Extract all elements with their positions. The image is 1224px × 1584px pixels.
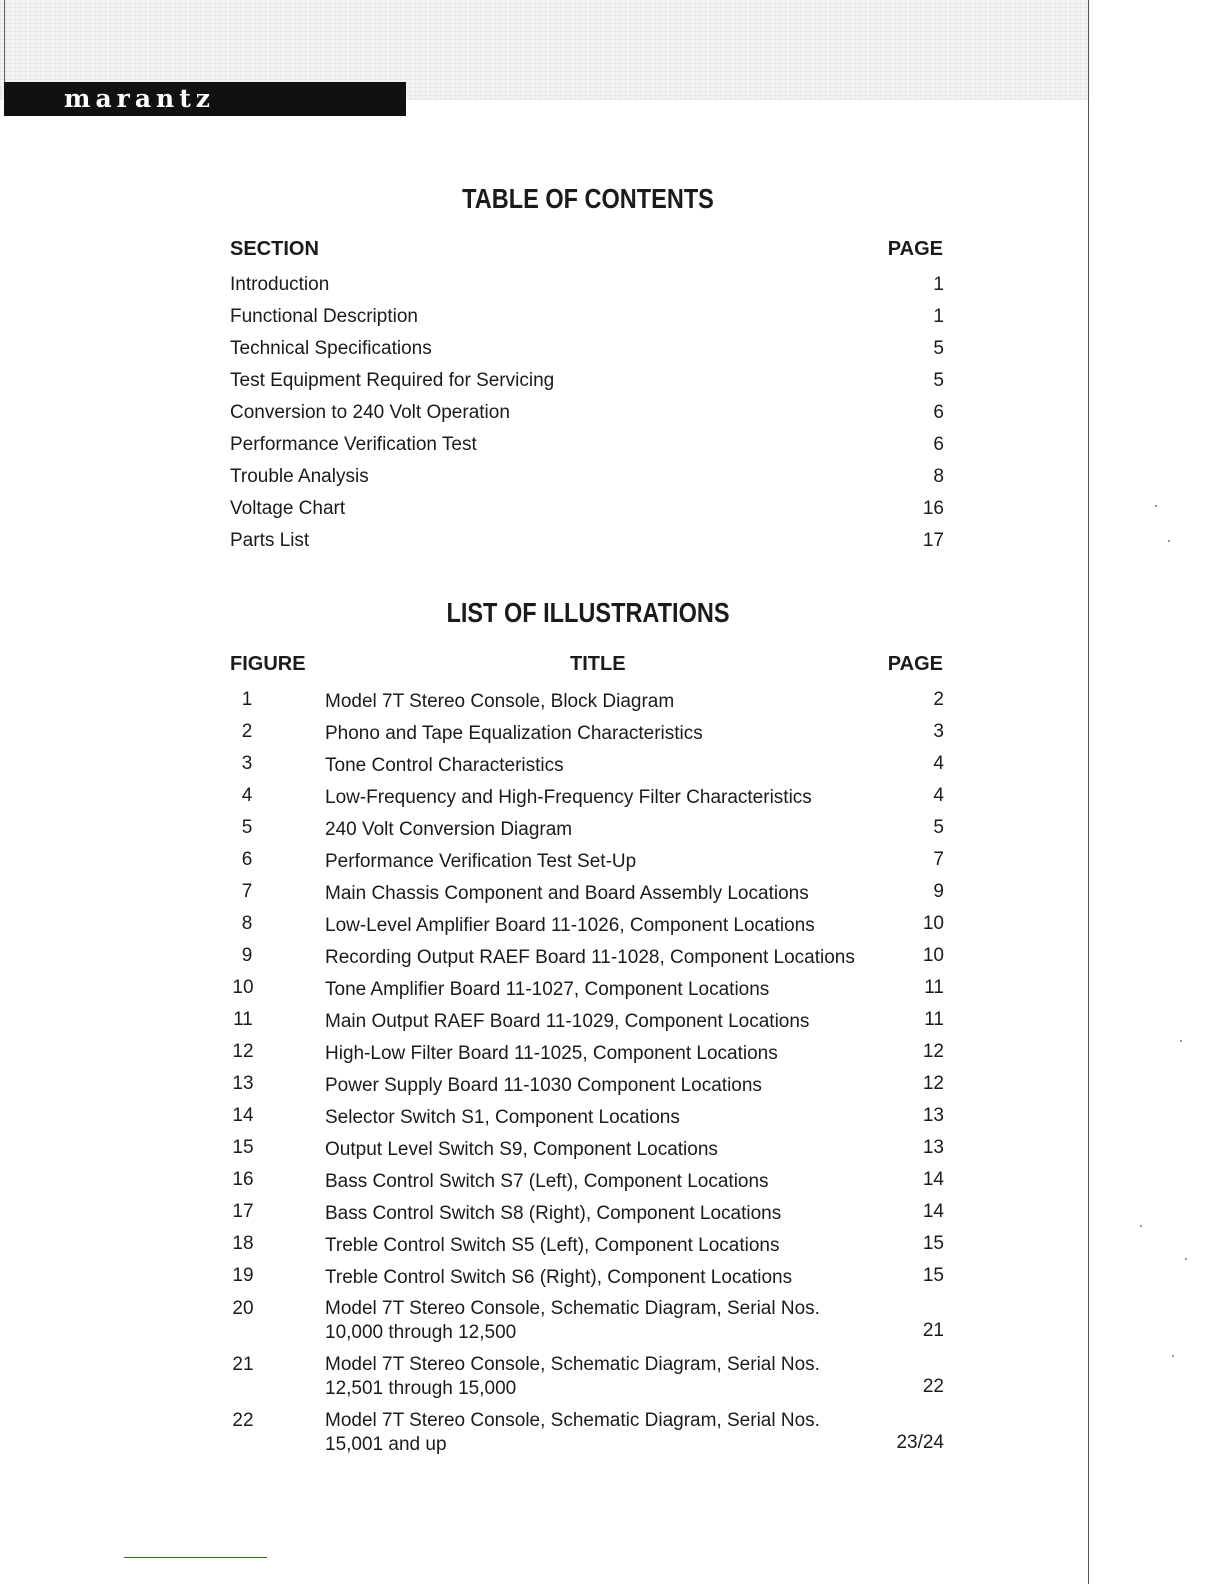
- figure-title-line2: 12,501 through 15,000: [325, 1378, 517, 1399]
- figure-entry[interactable]: [230, 817, 944, 847]
- figure-entry[interactable]: [230, 1265, 944, 1295]
- page-edge-rule: [1088, 0, 1089, 1584]
- scan-speck: [1155, 505, 1157, 507]
- toc-entry-page: 1: [933, 306, 944, 327]
- figure-title: High-Low Filter Board 11-1025, Component Locations: [325, 1043, 778, 1064]
- figure-title: Bass Control Switch S7 (Left), Component Locations: [325, 1171, 769, 1192]
- figure-page: 13: [922, 1105, 944, 1126]
- figure-number: 20: [232, 1298, 254, 1319]
- toc-entry-page: 5: [933, 338, 944, 359]
- figure-page: 9: [933, 881, 944, 902]
- figure-title: 240 Volt Conversion Diagram: [325, 819, 573, 840]
- toc-entry[interactable]: [230, 466, 944, 496]
- figure-number: 17: [232, 1201, 254, 1222]
- figure-entry[interactable]: [230, 1137, 944, 1167]
- figure-number: 9: [241, 945, 253, 966]
- figure-title: Model 7T Stereo Console, Schematic Diagram, Serial Nos.: [325, 1298, 820, 1319]
- toc-entry-page: 6: [933, 402, 944, 423]
- figure-title: Performance Verification Test Set-Up: [325, 851, 637, 872]
- toc-entry-title: Trouble Analysis: [230, 466, 369, 487]
- figure-page: 15: [922, 1265, 944, 1286]
- figure-page: 11: [924, 977, 944, 998]
- figure-number: 15: [232, 1137, 254, 1158]
- figure-title: Selector Switch S1, Component Locations: [325, 1107, 680, 1128]
- toc-entry-title: Performance Verification Test: [230, 434, 477, 455]
- figure-title-line2: 10,000 through 12,500: [325, 1322, 517, 1343]
- figure-entry[interactable]: [230, 977, 944, 1007]
- figure-title: Treble Control Switch S5 (Left), Component Locations: [325, 1235, 780, 1256]
- toc-section-label: SECTION: [230, 238, 319, 260]
- figure-title: Recording Output RAEF Board 11-1028, Component Locations: [325, 947, 855, 968]
- figure-entry[interactable]: [230, 785, 944, 815]
- illustrations-page-label: PAGE: [887, 653, 943, 675]
- figure-entry[interactable]: [230, 753, 944, 783]
- figure-number: 1: [241, 689, 253, 710]
- figure-title: Power Supply Board 11-1030 Component Locations: [325, 1075, 762, 1096]
- figure-number: 22: [232, 1410, 254, 1431]
- figure-title-line2: 15,001 and up: [325, 1434, 447, 1455]
- figure-entry[interactable]: [230, 1408, 944, 1462]
- figure-number: 11: [233, 1009, 253, 1030]
- figure-number: 10: [232, 977, 254, 998]
- figure-title: Bass Control Switch S8 (Right), Component Locations: [325, 1203, 782, 1224]
- figure-title: Model 7T Stereo Console, Schematic Diagram, Serial Nos.: [325, 1410, 820, 1431]
- figure-entry[interactable]: [230, 1296, 944, 1350]
- figure-entry[interactable]: [230, 1041, 944, 1071]
- figure-page: 12: [922, 1041, 944, 1062]
- figure-page: 12: [922, 1073, 944, 1094]
- figure-page: 14: [922, 1201, 944, 1222]
- toc-entry[interactable]: [230, 306, 944, 336]
- figure-number: 14: [232, 1105, 254, 1126]
- figure-page: 5: [933, 817, 944, 838]
- figure-number: 5: [241, 817, 253, 838]
- toc-heading: TABLE OF CONTENTS: [462, 183, 714, 214]
- figure-title: Treble Control Switch S6 (Right), Component Locations: [325, 1267, 793, 1288]
- figure-title: Tone Control Characteristics: [325, 755, 564, 776]
- scan-speck: [1172, 1355, 1174, 1357]
- figure-title: Main Output RAEF Board 11-1029, Component Locations: [325, 1011, 810, 1032]
- figure-entry[interactable]: [230, 1169, 944, 1199]
- figure-page: 21: [922, 1320, 944, 1341]
- toc-entry-title: Voltage Chart: [230, 498, 346, 519]
- logo-text: marantz: [64, 84, 215, 113]
- toc-entry-page: 17: [922, 530, 944, 551]
- toc-entry-page: 1: [933, 274, 944, 295]
- figure-entry[interactable]: [230, 849, 944, 879]
- illustrations-heading: LIST OF ILLUSTRATIONS: [446, 597, 730, 628]
- figure-entry[interactable]: [230, 1233, 944, 1263]
- toc-entry-page: 8: [933, 466, 944, 487]
- figure-label: FIGURE: [230, 653, 306, 675]
- figure-title: Phono and Tape Equalization Characteristics: [325, 723, 703, 744]
- toc-page-label: PAGE: [887, 238, 943, 260]
- marantz-logo: [4, 82, 406, 116]
- toc-entry-title: Functional Description: [230, 306, 418, 327]
- scan-speck: [1140, 1225, 1142, 1227]
- figure-entry[interactable]: [230, 1352, 944, 1406]
- toc-entry-title: Introduction: [230, 274, 330, 295]
- toc-entry-title: Test Equipment Required for Servicing: [230, 370, 555, 391]
- figure-entry[interactable]: [230, 881, 944, 911]
- toc-entry[interactable]: [230, 338, 944, 368]
- figure-entry[interactable]: [230, 1201, 944, 1231]
- figure-page: 10: [922, 945, 944, 966]
- figure-number: 12: [232, 1041, 254, 1062]
- figure-title: Model 7T Stereo Console, Schematic Diagram, Serial Nos.: [325, 1354, 820, 1375]
- figure-title: Output Level Switch S9, Component Locations: [325, 1139, 718, 1160]
- figure-page: 7: [933, 849, 944, 870]
- scan-speck: [1168, 540, 1170, 542]
- figure-page: 23/24: [896, 1432, 944, 1453]
- figure-number: 21: [232, 1354, 254, 1375]
- figure-number: 13: [232, 1073, 254, 1094]
- figure-entry[interactable]: [230, 689, 944, 719]
- bottom-rule: [124, 1557, 267, 1558]
- figure-number: 8: [241, 913, 253, 934]
- figure-entry[interactable]: [230, 1105, 944, 1135]
- figure-number: 2: [241, 721, 253, 742]
- toc-entry[interactable]: [230, 274, 944, 304]
- figure-number: 4: [241, 785, 253, 806]
- figure-page: 13: [922, 1137, 944, 1158]
- toc-entry-title: Technical Specifications: [230, 338, 432, 359]
- figure-number: 16: [232, 1169, 254, 1190]
- figure-number: 19: [232, 1265, 254, 1286]
- toc-entry-page: 5: [933, 370, 944, 391]
- figure-page: 22: [922, 1376, 944, 1397]
- figure-title: Low-Level Amplifier Board 11-1026, Component Locations: [325, 915, 815, 936]
- figure-entry[interactable]: [230, 913, 944, 943]
- figure-page: 11: [924, 1009, 944, 1030]
- title-label: TITLE: [570, 653, 626, 675]
- figure-entry[interactable]: [230, 721, 944, 751]
- figure-title: Low-Frequency and High-Frequency Filter Characteristics: [325, 787, 812, 808]
- figure-page: 2: [933, 689, 944, 710]
- figure-title: Tone Amplifier Board 11-1027, Component Locations: [325, 979, 770, 1000]
- figure-page: 10: [922, 913, 944, 934]
- figure-entry[interactable]: [230, 1073, 944, 1103]
- figure-page: 4: [933, 753, 944, 774]
- scan-speck: [1180, 1040, 1182, 1042]
- figure-number: 3: [241, 753, 253, 774]
- figure-number: 18: [232, 1233, 254, 1254]
- toc-entry-title: Parts List: [230, 530, 310, 551]
- toc-entry[interactable]: [230, 434, 944, 464]
- scan-edge-left: [4, 0, 5, 82]
- toc-entry-page: 16: [922, 498, 944, 519]
- figure-title: Main Chassis Component and Board Assembly Locations: [325, 883, 809, 904]
- figure-page: 4: [933, 785, 944, 806]
- scan-speck: [1185, 1258, 1187, 1260]
- figure-page: 15: [922, 1233, 944, 1254]
- toc-entry[interactable]: [230, 498, 944, 528]
- toc-entry-title: Conversion to 240 Volt Operation: [230, 402, 510, 423]
- toc-entry[interactable]: [230, 530, 944, 560]
- toc-entry[interactable]: [230, 370, 944, 400]
- figure-entry[interactable]: [230, 945, 944, 975]
- figure-entry[interactable]: [230, 1009, 944, 1039]
- toc-entry[interactable]: [230, 402, 944, 432]
- figure-page: 14: [922, 1169, 944, 1190]
- toc-entry-page: 6: [933, 434, 944, 455]
- figure-number: 6: [241, 849, 253, 870]
- figure-page: 3: [933, 721, 944, 742]
- figure-number: 7: [241, 881, 253, 902]
- figure-title: Model 7T Stereo Console, Block Diagram: [325, 691, 675, 712]
